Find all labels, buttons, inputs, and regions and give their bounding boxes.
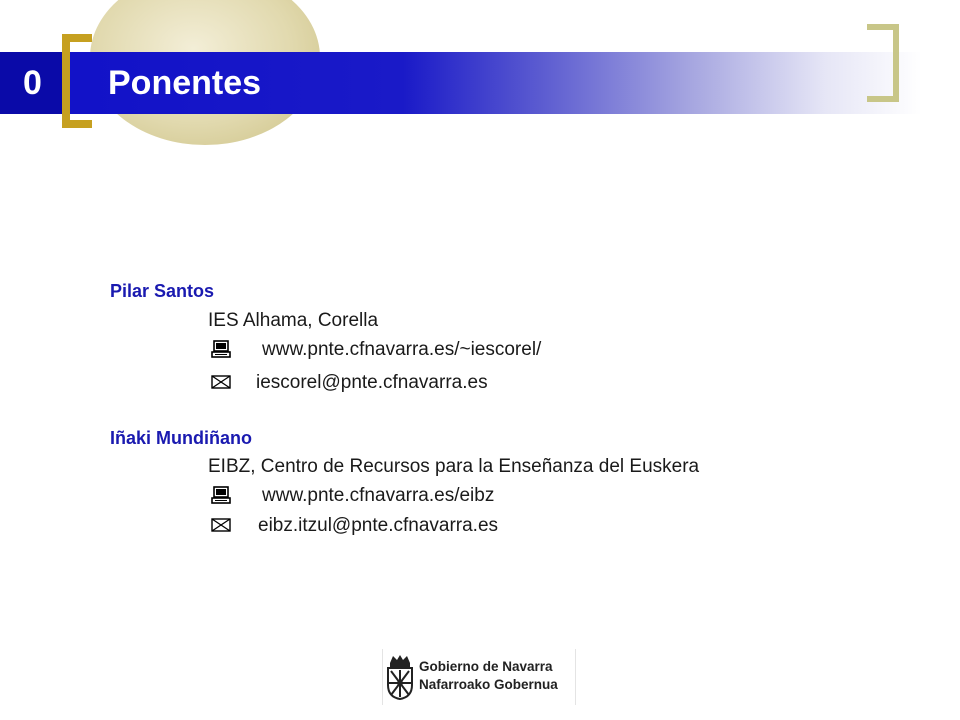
speaker-name: Iñaki Mundiñano <box>110 428 252 448</box>
gobierno-navarra-logo <box>382 649 576 705</box>
logo-text-spanish: Gobierno de Navarra <box>419 659 553 674</box>
envelope-icon <box>211 373 231 391</box>
logo-text-basque: Nafarroako Gobernua <box>419 677 558 692</box>
speaker-organization: EIBZ, Centro de Recursos para la Enseñanza del Euskera <box>208 456 700 477</box>
speaker-email-link[interactable]: eibz.itzul@pnte.cfnavarra.es <box>258 515 499 536</box>
envelope-icon <box>211 516 231 534</box>
computer-icon <box>211 486 231 504</box>
speaker-website-link[interactable]: www.pnte.cfnavarra.es/~iescorel/ <box>262 339 542 360</box>
speaker-name: Pilar Santos <box>110 281 215 301</box>
page-title: Ponentes <box>108 63 262 102</box>
speaker-website-link[interactable]: www.pnte.cfnavarra.es/eibz <box>262 485 495 506</box>
left-bracket-decoration <box>62 34 92 128</box>
right-bracket-decoration <box>867 24 899 102</box>
computer-icon <box>211 340 231 358</box>
speaker-email-link[interactable]: iescorel@pnte.cfnavarra.es <box>256 372 488 393</box>
speaker-organization: IES Alhama, Corella <box>208 310 379 331</box>
coat-of-arms-icon <box>385 653 415 701</box>
slide-number: 0 <box>0 52 65 114</box>
